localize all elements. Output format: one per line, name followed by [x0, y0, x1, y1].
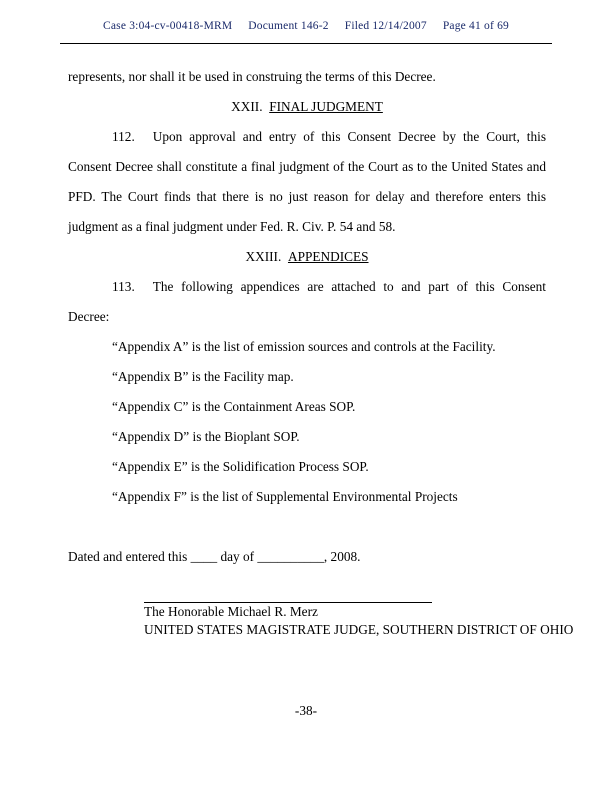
spacer [68, 572, 546, 602]
appendix-item [68, 362, 546, 392]
appendix-c-text: “Appendix C” is the Containment Areas SOP. [112, 399, 356, 414]
header-page-count: Page 41 of 69 [442, 20, 509, 32]
appendix-f-text: “Appendix F” is the list of Supplemental Environmental Projects [112, 489, 458, 504]
appendix-item [68, 452, 546, 482]
section-22-title: FINAL JUDGMENT [269, 99, 383, 114]
appendix-e-text: “Appendix E” is the Solidification Process SOP. [112, 459, 369, 474]
paragraph-113-text: The following appendices are attached to and part of this Consent Decree: [68, 279, 546, 324]
section-22-heading [68, 92, 546, 122]
judge-name: The Honorable Michael R. Merz [144, 604, 318, 619]
header-document-number: Document 146-2 [248, 20, 329, 32]
paragraph-112 [68, 122, 546, 242]
appendix-d-text: “Appendix D” is the Bioplant SOP. [112, 429, 300, 444]
appendix-item [68, 332, 546, 362]
appendix-item [68, 482, 546, 512]
appendix-a-text: “Appendix A” is the list of emission sources and controls at the Facility. [112, 339, 496, 354]
header-divider [60, 43, 552, 44]
header-case-number: Case 3:04-cv-00418-MRM [103, 20, 233, 32]
appendix-item [68, 392, 546, 422]
section-23-number: XXIII. [245, 249, 282, 264]
paragraph-113-number: 113. [112, 279, 135, 294]
section-23-heading [68, 242, 546, 272]
judge-title: UNITED STATES MAGISTRATE JUDGE, SOUTHERN DISTRICT OF OHIO [144, 622, 574, 637]
opening-paragraph: represents, nor shall it be used in construing the terms of this Decree. [68, 69, 436, 84]
header-filed-date: Filed 12/14/2007 [344, 20, 427, 32]
ecf-header-stamp [0, 20, 612, 32]
signature-block [144, 603, 574, 639]
dated-line: Dated and entered this ____ day of __________, 2008. [68, 549, 361, 564]
spacer [68, 512, 546, 542]
section-23-title: APPENDICES [287, 249, 369, 264]
section-22-number: XXII. [231, 99, 263, 114]
appendix-item [68, 422, 546, 452]
appendix-b-text: “Appendix B” is the Facility map. [112, 369, 294, 384]
paragraph-113 [68, 272, 546, 332]
paragraph-112-text: Upon approval and entry of this Consent Decree by the Court, this Consent Decree shall constitute a final judgment of the Court as to the United States and PFD. The Court finds that there is no just reason for delay and therefore enters this judgment as a final judgment under Fed. R. Civ. P. 54 and 58. [68, 129, 546, 234]
page-footer-number: -38- [294, 703, 318, 718]
document-body [68, 62, 574, 639]
paragraph-112-number: 112. [112, 129, 135, 144]
